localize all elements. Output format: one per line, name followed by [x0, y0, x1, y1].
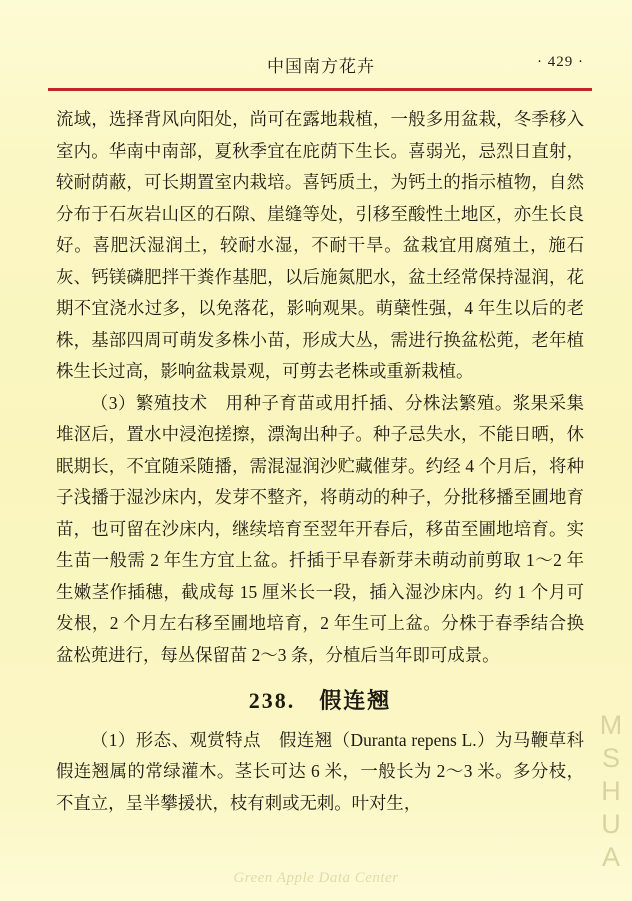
- section-heading: 238. 假连翘: [248, 688, 392, 713]
- page-number: · 429 ·: [537, 54, 584, 70]
- header-rule: [48, 88, 592, 91]
- page-header: [58, 52, 584, 80]
- book-title: 中国南方花卉: [267, 57, 375, 76]
- side-watermark: MSHUA: [596, 710, 626, 875]
- paragraph-continuation: 流域，选择背风向阳处，尚可在露地栽植，一般多用盆栽，冬季移入室内。华南中南部，夏秋季宜在庇荫下生长。喜弱光，忌烈日直射，较耐荫蔽，可长期置室内栽培。喜钙质土，为钙土的指示植物，自然分布于石灰岩山区的石隙、崖缝等处，引移至酸性土地区，亦生长良好。喜肥沃湿润土，较耐水湿，不耐干旱。盆栽宜用腐殖土，施石灰、钙镁磷肥拌干粪作基肥，以后施氮肥水，盆土经常保持湿润，花期不宜浇水过多，以免落花，影响观果。萌蘖性强，4 年生以后的老株，基部四周可萌发多株小苗，形成大丛，需进行换盆松蔸，老年植株生长过高，影响盆栽景观，可剪去老株或重新栽植。: [56, 109, 584, 381]
- bottom-watermark: Green Apple Data Center: [233, 870, 399, 886]
- paragraph-propagation: （3）繁殖技术 用种子育苗或用扦插、分株法繁殖。浆果采集堆沤后，置水中浸泡搓擦，漂淘出种子。种子忌失水，不能日晒，休眠期长，不宜随采随播，需混湿润沙贮藏催芽。约经 4 个月后，将种子浅播于湿沙床内，发芽不整齐，将萌动的种子，分批移播至圃地育苗，也可留在沙床内，继续培育至翌年开春后，移苗至圃地培育。实生苗一般需 2 年生方宜上盆。扦插于早春新芽未萌动前剪取 1～2 年生嫩茎作插穗，截成每 15 厘米长一段，插入湿沙床内。约 1 个月可发根，2 个月左右移至圃地培育，2 年生可上盆。分株于春季结合换盆松蔸进行，每丛保留苗 2～3 条，分植后当年即可成景。: [56, 392, 584, 665]
- page-content: [56, 104, 584, 819]
- paragraph-morphology: （1）形态、观赏特点 假连翘（Duranta repens L.）为马鞭草科假连翘属的常绿灌木。茎长可达 6 米，一般长为 2～3 米。多分枝，不直立，呈半攀援状，枝有刺或无刺。叶对生，: [56, 729, 584, 813]
